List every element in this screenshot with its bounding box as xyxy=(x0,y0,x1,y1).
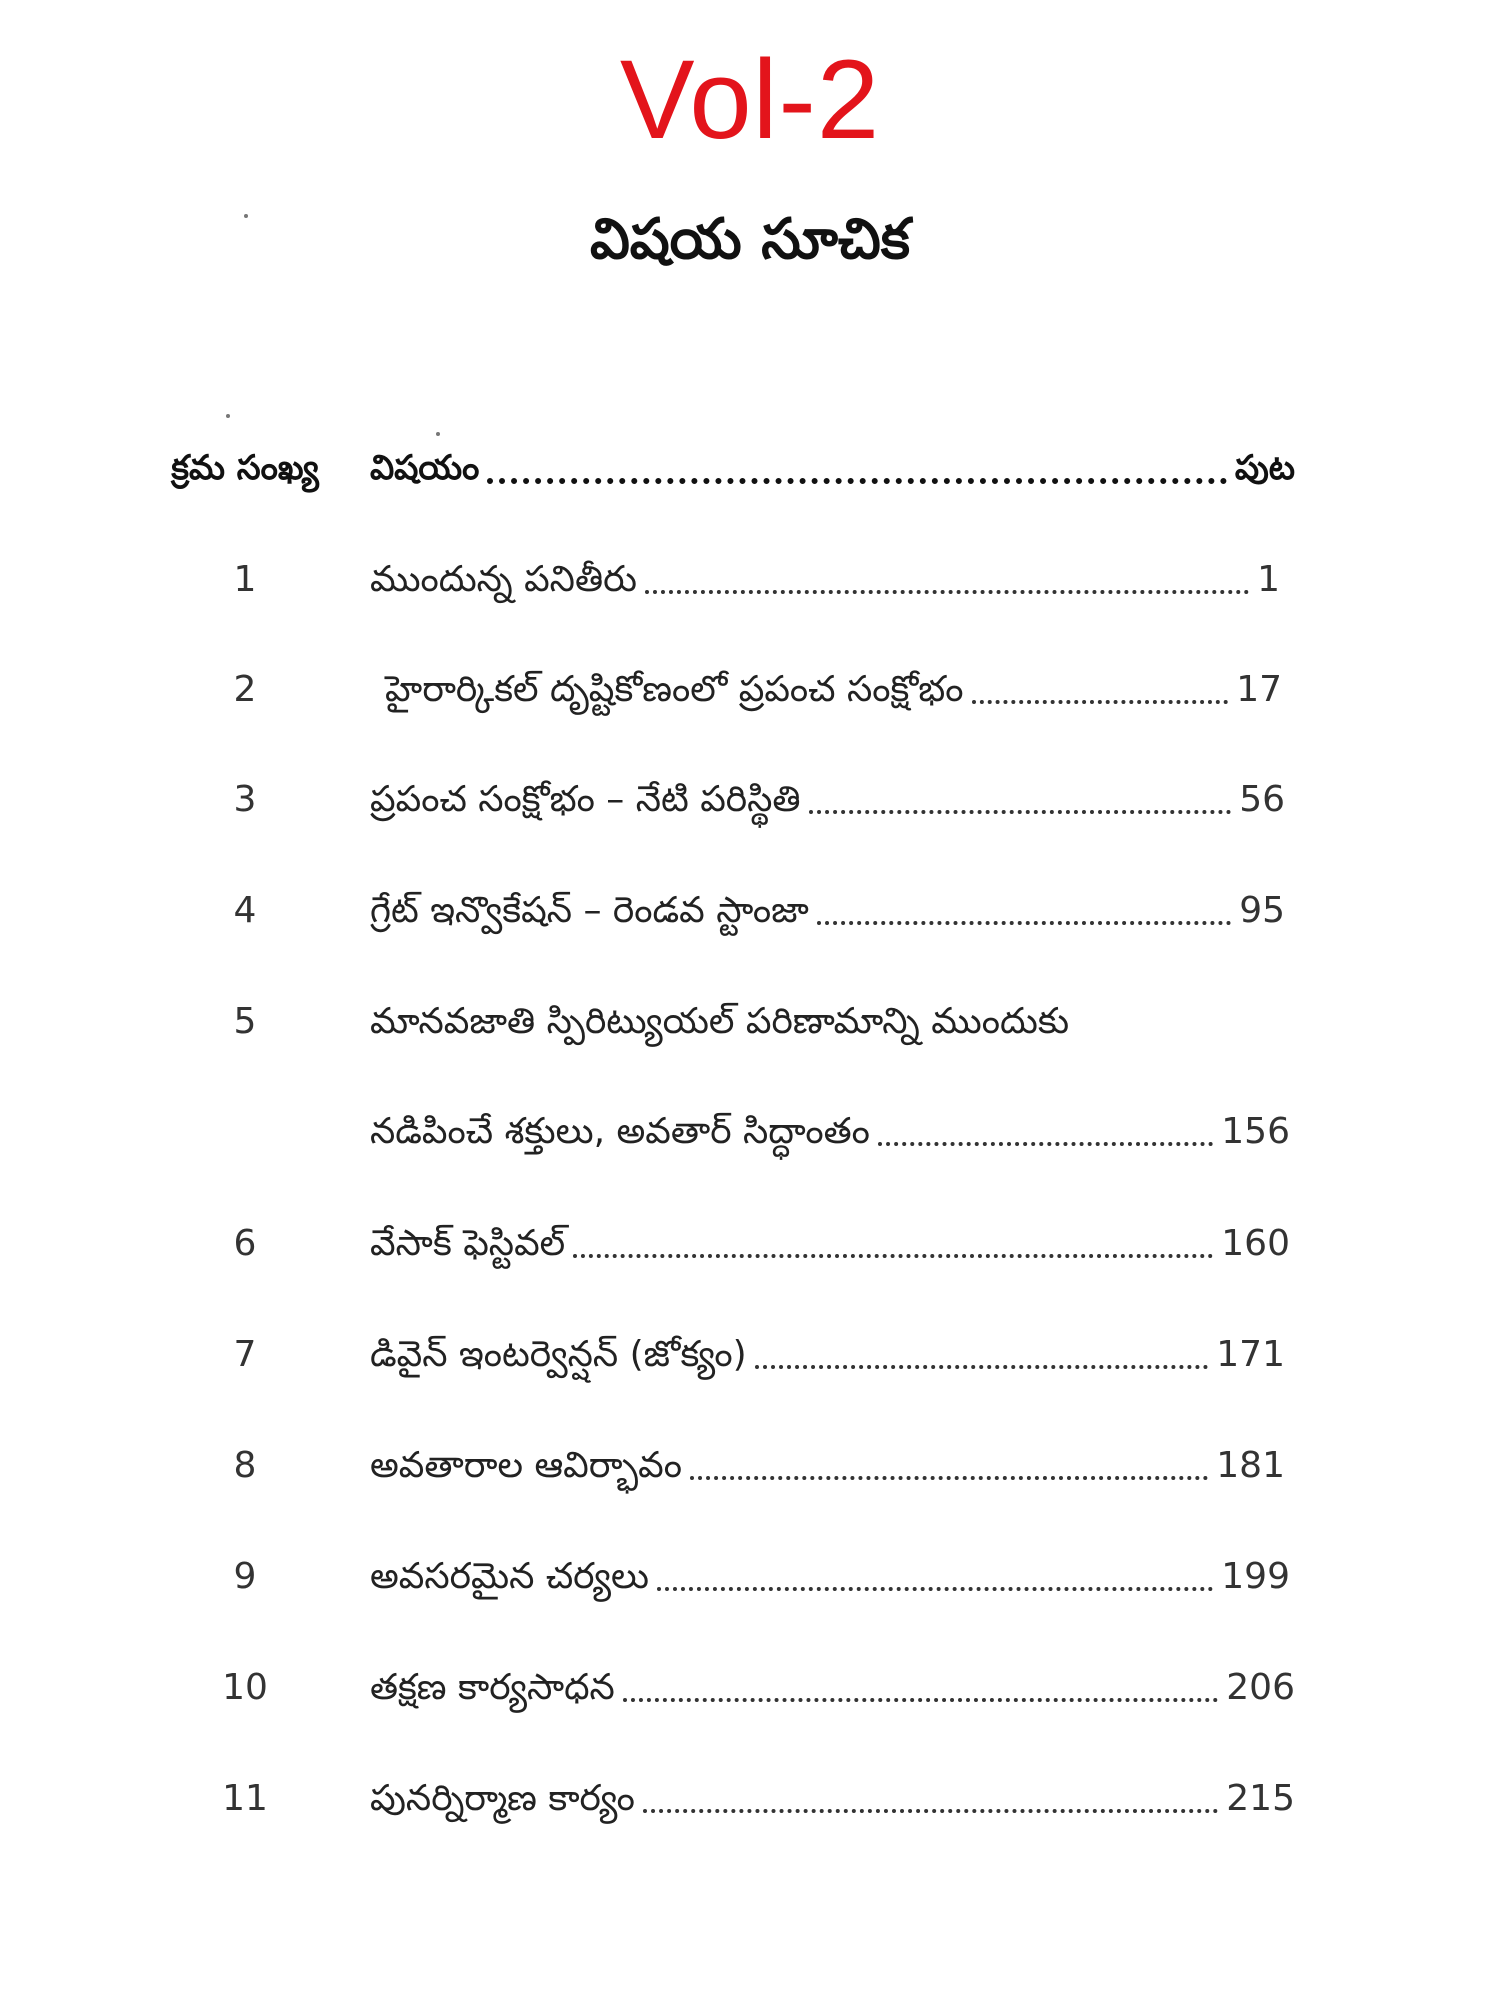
toc-page-number: 95 xyxy=(1239,890,1285,931)
toc-entry xyxy=(370,770,1285,830)
toc-page-number: 56 xyxy=(1239,779,1285,820)
toc-entry xyxy=(370,1214,1290,1274)
toc-entry xyxy=(370,1658,1295,1718)
scan-speck xyxy=(226,414,230,418)
leader-dots xyxy=(878,1142,1213,1146)
toc-title: తక్షణ కార్యసాధన xyxy=(370,1667,615,1708)
toc-row xyxy=(0,881,1500,941)
leader-dots xyxy=(690,1476,1208,1480)
leader-dots xyxy=(817,921,1231,925)
toc-number: 5 xyxy=(233,1001,257,1042)
volume-label: Vol-2 xyxy=(619,37,881,162)
toc-number: 6 xyxy=(233,1223,257,1264)
subject-header xyxy=(370,438,1295,498)
toc-row xyxy=(0,1547,1500,1607)
page-title: విషయ సూచిక xyxy=(589,207,911,272)
leader-dots xyxy=(643,1809,1218,1813)
toc-number: 2 xyxy=(233,669,257,710)
toc-title: మానవజాతి స్పిరిట్యుయల్ పరిణామాన్ని ముందుకు xyxy=(370,1001,1070,1042)
toc-title: డివైన్ ఇంటర్వెన్షన్ (జోక్యం) xyxy=(370,1334,747,1375)
toc-number: 1 xyxy=(233,559,257,600)
toc-title: అవతారాల ఆవిర్భావం xyxy=(370,1445,683,1486)
leader-dots xyxy=(809,810,1232,814)
leader-dots xyxy=(972,700,1229,704)
toc-entry xyxy=(385,660,1282,720)
scan-speck xyxy=(244,214,248,218)
toc-number: 8 xyxy=(233,1445,257,1486)
toc-entry-line2 xyxy=(370,1102,1290,1162)
toc-number: 9 xyxy=(233,1556,257,1597)
toc-page-number: 1 xyxy=(1257,559,1280,600)
number-column-header: క్రమ సంఖ్య xyxy=(171,448,319,488)
toc-page-number: 160 xyxy=(1221,1223,1290,1264)
toc-title: గ్రేట్ ఇన్వొకేషన్ – రెండవ స్టాంజా xyxy=(370,890,809,931)
toc-page-number: 199 xyxy=(1221,1556,1290,1597)
leader-dots xyxy=(623,1698,1218,1702)
toc-number: 7 xyxy=(233,1334,257,1375)
toc-entry xyxy=(370,1436,1285,1496)
toc-number: 3 xyxy=(233,779,257,820)
toc-number: 4 xyxy=(233,890,257,931)
toc-page-number: 156 xyxy=(1221,1111,1290,1152)
toc-row xyxy=(0,992,1500,1052)
toc-row-continuation xyxy=(0,1102,1500,1162)
leader-dots xyxy=(573,1254,1213,1258)
toc-row xyxy=(0,1214,1500,1274)
leader-dots xyxy=(645,590,1249,594)
toc-row xyxy=(0,1436,1500,1496)
toc-row xyxy=(0,550,1500,610)
toc-page-number: 206 xyxy=(1226,1667,1295,1708)
toc-row xyxy=(0,660,1500,720)
leader-dots xyxy=(657,1587,1213,1591)
toc-number: 10 xyxy=(222,1667,268,1708)
toc-title: అవసరమైన చర్యలు xyxy=(370,1556,649,1597)
leader-dots xyxy=(755,1365,1209,1369)
toc-entry xyxy=(370,1325,1285,1385)
toc-entry xyxy=(370,1769,1295,1829)
toc-page-number: 215 xyxy=(1226,1778,1295,1819)
toc-row xyxy=(0,1769,1500,1829)
toc-page-number: 181 xyxy=(1216,1445,1285,1486)
toc-row xyxy=(0,1325,1500,1385)
toc-entry xyxy=(370,1547,1290,1607)
toc-row xyxy=(0,770,1500,830)
subject-column-header: విషయం xyxy=(370,448,480,488)
toc-entry xyxy=(370,550,1280,610)
toc-row xyxy=(0,1658,1500,1718)
toc-title: పునర్నిర్మాణ కార్యం xyxy=(370,1778,635,1819)
toc-title-continued: నడిపించే శక్తులు, అవతార్ సిద్ధాంతం xyxy=(370,1111,870,1152)
toc-title: ప్రపంచ సంక్షోభం – నేటి పరిస్థితి xyxy=(370,779,801,820)
toc-page-number: 171 xyxy=(1216,1334,1285,1375)
toc-title: ముందున్న పనితీరు xyxy=(370,559,637,600)
leader-dots xyxy=(487,478,1226,484)
toc-page-number: 17 xyxy=(1236,669,1282,710)
page-column-header: పుట xyxy=(1234,448,1295,488)
toc-number: 11 xyxy=(222,1778,268,1819)
toc-header-row xyxy=(0,438,1500,498)
scan-speck xyxy=(436,432,440,436)
toc-entry-line1 xyxy=(370,992,1069,1052)
toc-entry xyxy=(370,881,1285,941)
toc-title: వేసాక్ ఫెస్టివల్ xyxy=(370,1223,566,1264)
toc-title: హైరార్కికల్ దృష్టికోణంలో ప్రపంచ సంక్షోభం xyxy=(385,669,964,710)
